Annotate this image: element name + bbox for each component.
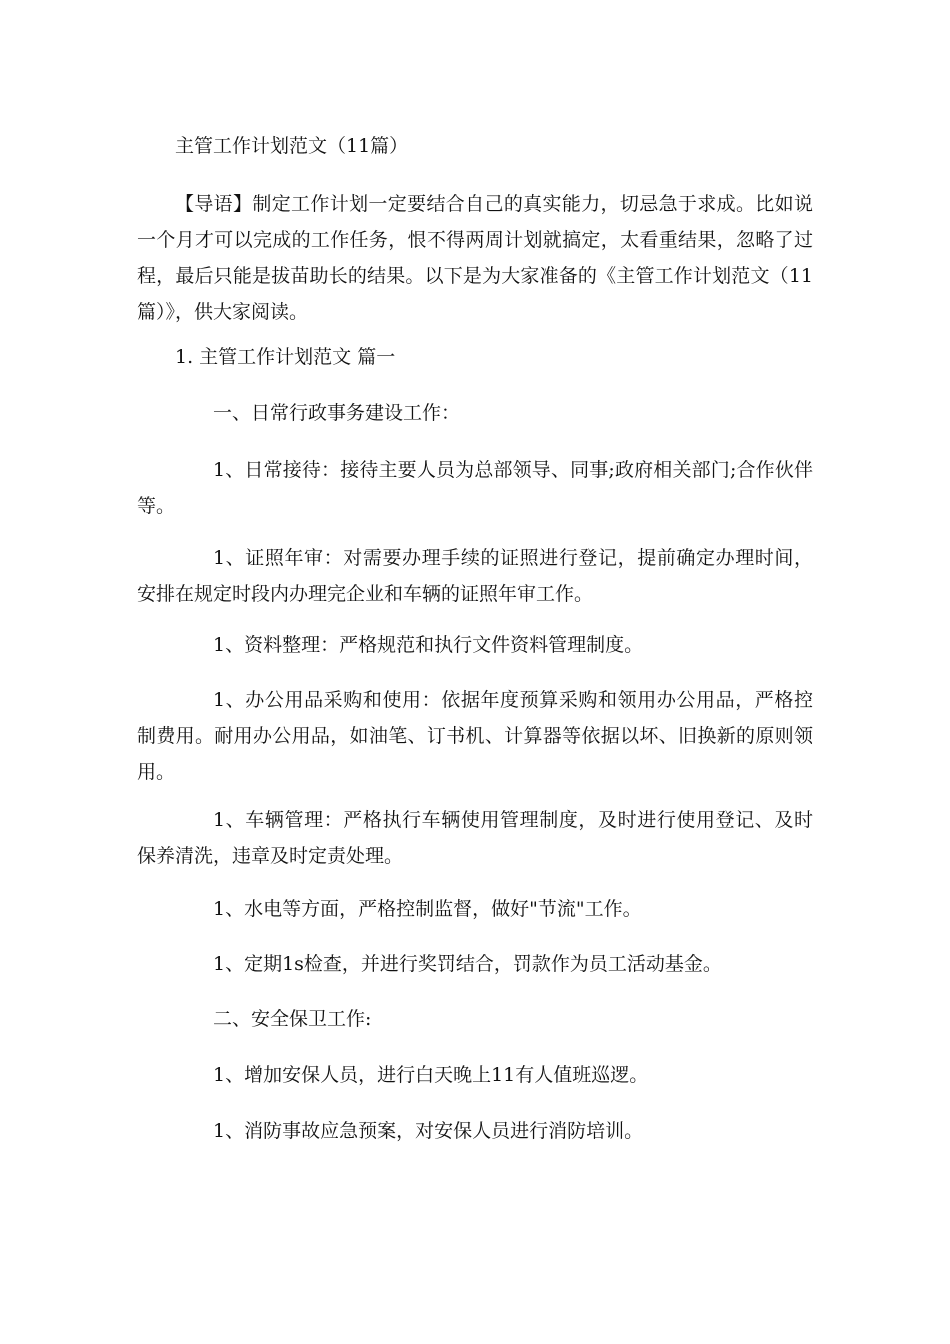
document-title: 主管工作计划范文（11篇） (175, 135, 409, 157)
list-item-license-review: 1、证照年审：对需要办理手续的证照进行登记，提前确定办理时间，安排在规定时段内办理完企业和车辆的证照年审工作。 (137, 547, 813, 605)
list-item-document-management: 1、资料整理：严格规范和执行文件资料管理制度。 (213, 634, 644, 656)
part1-heading: 一、日常行政事务建设工作： (213, 402, 461, 424)
list-item-utilities: 1、水电等方面，严格控制监督，做好"节流"工作。 (213, 898, 642, 920)
list-item-office-supplies: 1、办公用品采购和使用：依据年度预算采购和领用办公用品，严格控制费用。耐用办公用品，如油笔、订书机、计算器等依据以坏、旧换新的原则领用。 (137, 689, 813, 783)
section-heading: 1. 主管工作计划范文 篇一 (175, 346, 396, 368)
part2-heading: 二、安全保卫工作: (213, 1008, 372, 1030)
list-item-security-staff: 1、增加安保人员，进行白天晚上11有人值班巡逻。 (213, 1064, 649, 1086)
intro-paragraph: 【导语】制定工作计划一定要结合自己的真实能力，切忌急于求成。比如说一个月才可以完成的工作任务，恨不得两周计划就搞定，太看重结果，忽略了过程，最后只能是拔苗助长的结果。以下是为大家准备的《主管工作计划范文（11篇）》，供大家阅读。 (137, 193, 813, 323)
list-item-fire-drill: 1、消防事故应急预案，对安保人员进行消防培训。 (213, 1120, 644, 1142)
list-item-1s-inspection: 1、定期1s检查，并进行奖罚结合，罚款作为员工活动基金。 (213, 953, 722, 975)
list-item-reception: 1、日常接待：接待主要人员为总部领导、同事;政府相关部门;合作伙伴等。 (137, 459, 813, 517)
list-item-vehicle-management: 1、车辆管理：严格执行车辆使用管理制度，及时进行使用登记、及时保养清洗，违章及时定责处理。 (137, 809, 813, 867)
